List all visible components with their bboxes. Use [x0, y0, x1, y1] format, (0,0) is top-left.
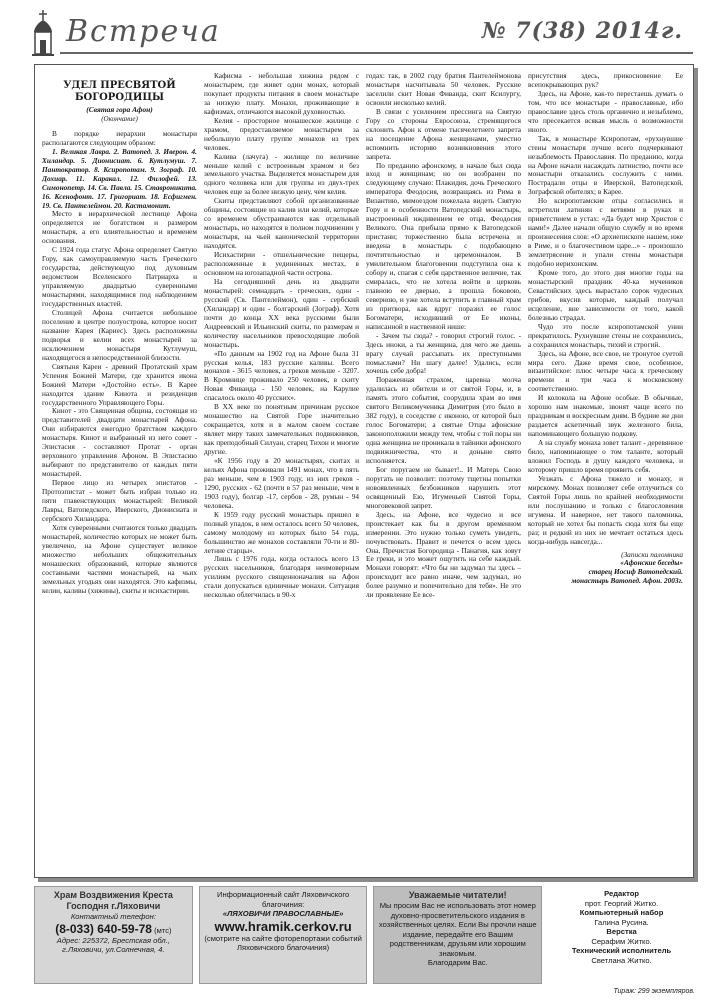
church-icon: [28, 10, 58, 56]
signature-line: старец Иосиф Ватопедский.: [588, 567, 683, 577]
paragraph: По преданию афонскому, в начале был сюда вход и женщинам; но он возбранен по следующему случаю: Плакидия, дочь Греческого императора Феодосия, возвращаясь из Рима в Византию, мимоездом пожелала видеть Святую Гору и в особенности Ватопедский монастырь, выстроенный иждивением ее отца, Феодосия Великого. Она прибыла прямо к Ватопедской пристани; торжественно была встречена и введена в монастырь с подобающею почтительностью и церемониалом. В умилительном благоговении подступила она к собору и, спагая с себя царственное величие, так смиралась, что не хотела войти в церковь главною ее дверью, а прошла боковою, северною, и уже хотела вступить в главный храм из притвора, как вдруг поразил ее голос Богоматери, исходивший от Ее иконы, написанной в наственной нише:: [366, 160, 521, 331]
signature-line: монастырь Ватопед. Афон. 2003г.: [571, 576, 683, 586]
issue-number: № 7(38) 2014г.: [481, 18, 683, 44]
phone-label: Контактный телефон:: [70, 912, 156, 921]
paragraph: Здесь, на Афоне, все чудесно и все проистекает как бы в другом временном измерении. Это нужно только суметь увидеть, почувствовать. Правит и печется о всем здесь Она, Пречистая Богородица - Панагия, как зовут Ее греки, и это может ощутить на себе каждый. Монахи говорят: «Что бы ни задумал ты здесь – происходит все равно иначе, чем задумал, но более разумно и попечительно для тебя». Не это ли проявление Ее все-: [366, 509, 521, 600]
footer: [34, 886, 695, 984]
paragraph: Калива (лачуга) - жилище по величине меньше келий с встроенным храмом и без земельного участка. Выделяется монастырем для одного человека или для группы из двух-трех человек еще за более низкую цену, чем келия.: [204, 151, 359, 197]
paragraph: Келия - просторное монашеское жилище с храмом, предоставляемое монастырем за небольшую плату группе монахов из трех человек.: [204, 115, 359, 152]
paragraph: Лишь с 1976 года, когда осталось всего 13 русских насельников, благодаря неимоверным усилиям русского священноначалия на Афон стали допускаться единичные монахи. Ситуация несколько облегчилась в 90-х: [204, 554, 359, 600]
paragraph: Место в иерархической лестнице Афона определяется не богатством и размером монастыря, а его влиятельностью и временем основания.: [42, 209, 197, 246]
paragraph: Исихастирии - отшельнические пещеры, расположенные в уединенных местах, в основном на югозападной части острова.: [204, 250, 359, 277]
tech-role: Технический исполнитель: [571, 946, 672, 955]
staff-box: [548, 886, 695, 984]
paragraph: присутствия здесь, прикосновение Ее всепокрывающих рук?: [528, 72, 683, 89]
paragraph: Святыня Кареи - древний Протатский храм Успения Божией Матери, где хранится икона Божией Матери «Достойно есть». В Карее находится здание Кинота и резиденция государственного Управляющего Горы.: [42, 361, 197, 407]
article-subtitle: (Святая гора Афон): [86, 105, 153, 114]
header-divider: [60, 52, 693, 54]
column-3: [366, 72, 521, 870]
website-url[interactable]: www.hramik.cerkov.ru: [214, 918, 352, 934]
column-2: [204, 72, 359, 870]
paragraph: Так, в монастыре Ксиропотам, «рухнувшие стены монастыря лучше всего подчеркивают незыблемость Православия. По преданию, когда на Афоне начали насаждать латинство, почти все монастыри отказались сослужить с ними. Пострадали отцы в Иверской, Ватопедской, Зографской обителях; в Карее.: [528, 133, 683, 197]
article-note: (Окончание): [101, 114, 138, 123]
tech-name: Светлана Житко.: [591, 955, 652, 965]
phone-number: (8-033) 640-59-78: [55, 921, 152, 936]
editor-name: прот. Георгий Житко.: [584, 898, 659, 908]
paragraph: Столицей Афона считается небольшое поселение в центре полуострова, которое носит название Карея (Кариес). Здесь расположены подворья и келии всех монастырей за исключением монастыря Кутлумуш, находящегося в непосредственной близости.: [42, 307, 197, 362]
paragraph: «По данным на 1902 год на Афоне была 31 русская келья, 183 русские каливы. Всего монахов - 3615 человек, а греков меньше - 3207. В Кромнице проживало 250 человек, в скиту Новая Фиваида - 150 человек, на Карулие спасалось около 40 русских».: [204, 348, 359, 403]
article-title-block: [42, 80, 197, 124]
website-intro: Информационный сайт Ляховичского благочиния:: [217, 890, 350, 909]
paragraph: Уезжать с Афона тяжело и монаху, и мирскому. Монах позволяет себе отлучиться со Святой Горы лишь по крайней необходимости или послушанию и только с благословения игумена. И наверное, нет такого паломника, который не хотел бы попасть сюда хотя бы еще раз; и редкий из них не мечтает остаться здесь когда-нибудь навсегда...: [528, 473, 683, 546]
signature-line: «Афонские беседы»: [620, 558, 683, 568]
article-columns: [42, 72, 684, 870]
paragraph: С 1924 года статус Афона определяет Святую Гору, как самоуправляемую часть Греческого государства, действующую под духовным ведомством Вселенского Патриарха и управляемую двадцатью суверенными монастырями, находящимися под наблюдением государственных властей.: [42, 245, 197, 309]
article-title: УДЕЛ ПРЕСВЯТОЙ БОГОРОДИЦЫ: [63, 80, 176, 103]
paragraph: В XX веке по понятным причинам русское монашество на Святой Горе значительно сокращается, хотя и в малом своем составе являет миру таких замечательных подвижников, как преподобный Силуан, старец Тихон и многие другие.: [204, 402, 359, 457]
paragraph: Бог поругаем не бывает!.. И Матерь Свою поругать не позволит: поэтому тщетны попытки новоявленных безбожников нарушить этот освященный Ею, Игуменьей Святой Горы, многовековой запрет.: [366, 464, 521, 510]
website-name: «ЛЯХОВИЧИ ПРАВОСЛАВНЫЕ»: [222, 909, 344, 918]
layout-role: Верстка: [606, 927, 637, 936]
phone-line: [39, 922, 188, 936]
paragraph: На сегодняшний день из двадцати монастырей: семнадцать - греческих, один - русский (Св. Пантелеймон), один - сербский (Хиландар) и один - болгарский (Зограф). Хотя почти до конца XX века русскими были Андреевский и Ильинский скиты, по размерам и количеству насельников превосходящие любой монастырь.: [204, 276, 359, 349]
phone-operator: (мтс): [154, 925, 172, 935]
paragraph: Кинот - это Священная община, состоящая из представителей двадцати монастырей Афона. Они избираются ежегодно братством каждого монастыря. Кинот и выбранный из него совет - Эпистасия - составляют Протат - орган верховного управления Афоном. В Эпистасию выбирают по представителю от каждых пяти монастырей.: [42, 406, 197, 479]
website-note: (смотрите на сайте фоторепортажи событий Ляховичского благочиния): [204, 933, 362, 952]
paragraph: В связи с усилением прессинга на Святую Гору со стороны Евросоюза, стремящегося склонить Афон к отмене тысячелетнего запрета на посещение Афона женщинами, уместно вспомнить историю возникновения этого запрета.: [366, 106, 521, 161]
readers-text: Мы просим Вас не использовать этот номер духовно-просветительского издания в хозяйственных целях. Если Вы прочли наше издание, передайте его Вашим родственникам, друзьям или хорошим знакомым.: [378, 901, 537, 958]
print-run: Тираж: 299 экземпляров.: [613, 988, 695, 995]
editor-role: Редактор: [604, 889, 639, 898]
website-box: [199, 886, 368, 984]
article-signature: [528, 551, 683, 587]
paragraph: Кроме того, до этого дня многие годы на монастырский праздник 40-ка мучеников Севастийских здесь вырастало сорок чудесных грибов, вкусив которые, каждый получал исцеление, вне зависимости от того, какой болезнью страдал.: [528, 267, 683, 322]
column-4: [528, 72, 683, 870]
readers-thanks: Благодарим Вас.: [427, 958, 488, 967]
paragraph: Кафисма - небольшая хижина рядом с монастырем, где живет один монах, который покупает продукты питания в своем монастыре за низкую плату. Монахи, проживающие в кафизмах, отличаются высокой духовностью.: [204, 72, 359, 116]
paragraph: Пораженная страхом, царевна молча удалилась из обители и от святой Горы, и, в память этого события, соорудила храм во имя святого Великомученика Димитрия (это было в 382 году), в соседстве с иконою, от которой был голос Богоматери; а святые Отцы афонские законоположили между тем, чтобы с той поры ни одна женщина не проникала в тайники афонского подвижничества, что и доныне свято исполняется.: [366, 375, 521, 465]
column-1: [42, 72, 197, 870]
paragraph: Первое лицо из четырех эпистатов - Протоэпистат - может быть избран только из пяти главенствующих монастырей: Великой Лавры, Ватопедского, Иверского, Дионисиата и сербского Хиландара.: [42, 478, 197, 523]
signature-line: (Записки паломника: [621, 549, 683, 559]
paragraph: - Зачем ты сюда? - говорил строгий голос. - Здесь иноки, а ты женщина, для чего же даешь врагу случай рассыпать их преступными помыслами? Ни шагу далее! Удались, если хочешь себе добра!: [366, 330, 521, 376]
paragraph: В порядке иерархии монастыри располагаются следующим образом:: [42, 128, 197, 147]
paragraph: И колокола на Афоне особые. В обычные, хорошо нам знакомые, звонят чаще всего по праздникам и воскресным дням. В будние же дни раздается аскетичный звук железного била, напоминающего большую подкову.: [528, 393, 683, 439]
paragraph: К 1959 году русский монастырь пришел в полный упадок, в нем осталось всего 50 человек, самому молодому из которых было 54 года, большинство же монахов составляли 70-ти и 80-летние старцы».: [204, 509, 359, 555]
paragraph: А на службу монаха зовет талант - деревянное било, напоминающее о том таланте, который вложил Господь в душу каждого человека, и которому пришло время проявить себя.: [528, 438, 683, 474]
readers-title: Уважаемые читатели!: [408, 890, 507, 900]
church-contact-box: [34, 886, 193, 984]
church-address: Адрес: 225372, Брестская обл., г.Ляховичи, ул.Солнечная, 4.: [56, 935, 170, 954]
paragraph: Здесь, на Афоне, как-то перестаешь думать о том, что все монастыри - православные, ибо православие здесь столь органично и незыблемо, что пресекается всякая мысль о возможности иного.: [528, 88, 683, 134]
newspaper-title: Встреча: [66, 14, 221, 49]
typeset-role: Компьютерный набор: [579, 908, 664, 917]
readers-notice-box: [373, 886, 542, 984]
masthead: [14, 8, 697, 56]
paragraph: Здесь, на Афоне, все свое, не тронутое суетой мира сего. Даже время свое, особенное, византийское: плюс четыре часа к греческому времени и три часа к московскому соответственно.: [528, 348, 683, 394]
paragraph: «К 1956 году в 20 монастырях, скитах и кельях Афона проживали 1491 монах, что в пять раз меньше, чем в 1903 году, из них греков - 1290, русских - 62 (почти в 57 раз меньше, чем в 1903 году), болгар -17, сербов - 28, румын - 94 человека.: [204, 455, 359, 510]
paragraph: Но ксиропотамские отцы согласились и встретили латинян с ветвями в руках и приветствием в устах: «Да будет мир Христов с нами!» Далее начали общую службу и во время произнесения слов: «О архиепископе нашем, иже в Риме, и о благочестивом царе...» - произошло землетрясение и упали стены монастыря подобно иерихонским.: [528, 196, 683, 269]
paragraph: годах: так, в 2002 году братия Пантелеймонова монастыря насчитывала 50 человек. Русские заселили скит Новая Фиваида, скит Ксилургу, освоили несколько келий.: [366, 72, 521, 107]
layout-name: Серафим Житко.: [591, 936, 652, 946]
paragraph: Хотя суверенными считаются только двадцать монастырей, количество которых не может быть увеличено, на Афоне существует великое множество небольших общежительных монашеских образований, которые являются составными частями монастырей, на чьих земельных угодьях они находятся. Это кафизмы, келии, каливы (хижины), скиты и исихастирии.: [42, 522, 197, 595]
monastery-rank-list: 1. Великая Лавра. 2. Ватопед. 3. Иверон. 4. Хиландар. 5. Дионисиат. 6. Кутлумуш. 7. Пантократор. 8. Ксиропотам. 9. Зограф. 10. Дохиар. 11. Каракал. 12. Филофей. 13. Симонопетр. 14. Св. Павла. 15. Ставроникита. 16. Ксенофонт. 17. Григориат. 18. Есфигмен. 19. Св. Пантелеймон. 20. Кастамонит.: [42, 146, 197, 210]
paragraph: Чудо это после ксиропотамской унии прекратилось. Рухнувшие стены не сохранились, а сохранился монастырь, тихий и строгий.: [528, 321, 683, 349]
church-name: Храм Воздвижения Креста Господня г.Ляховичи: [53, 890, 173, 911]
typeset-name: Галина Русина.: [594, 917, 649, 927]
paragraph: Скиты представляют собой организованные общины, состоящие из калив или келий, которые со временем обустраиваются как отдельный монастырь, но находятся в полном подчинении у монастыря, на чьей канонической территории находятся.: [204, 196, 359, 251]
